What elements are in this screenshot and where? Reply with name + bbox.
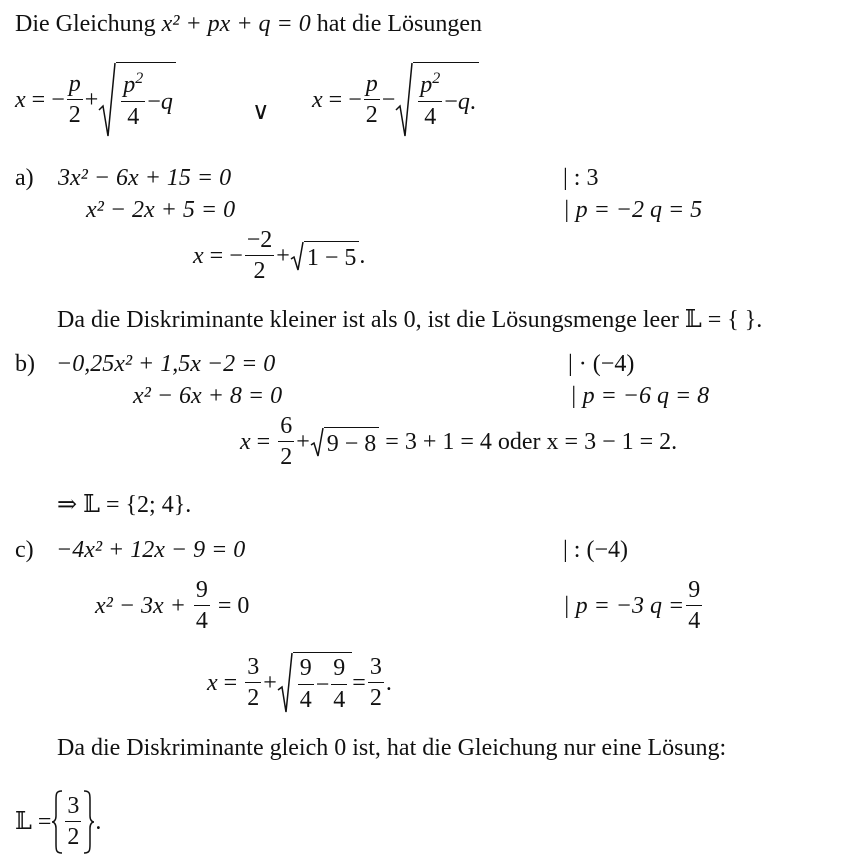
part-a-op1: | : 3	[563, 165, 599, 191]
part-b-label: b)	[15, 351, 35, 377]
part-c-sol-den: 2	[247, 685, 260, 711]
part-a-sol-den: 2	[253, 258, 266, 285]
part-b-solution-tail: = 3 + 1 = 4 oder x = 3 − 1 = 2.	[385, 429, 678, 456]
part-c-line2-prefix: x² − 3x +	[95, 593, 186, 620]
part-a-line2: x² − 2x + 5 = 0	[86, 197, 236, 223]
part-c-line2-suffix: = 0	[217, 593, 250, 620]
final-set-label: 𝕃 =	[15, 809, 52, 835]
part-a-solution: x = − $\frac{-2}{2}$ + 1 − 5 .	[193, 227, 366, 285]
part-b-line1: −0,25x² + 1,5x −2 = 0	[56, 351, 276, 377]
part-c-op1: | : (−4)	[563, 537, 628, 563]
part-c-op2-prefix: | p = −3 q =	[563, 593, 685, 620]
part-a-line1: 3x² − 6x + 15 = 0	[58, 165, 232, 191]
part-a-radicand: 1 − 5	[304, 241, 360, 271]
part-c-sol-num: 3	[245, 655, 261, 683]
intro-suffix: hat die Lösungen	[316, 11, 483, 37]
part-b-conclusion: ⇒ 𝕃 = {2; 4}.	[57, 492, 192, 518]
part-b-op2: | p = −6 q = 8	[570, 383, 710, 409]
intro-equation: x² + px + q = 0	[161, 11, 311, 37]
part-c-line2	[95, 578, 249, 634]
part-b-sol-den: 2	[280, 444, 293, 471]
part-b-line2: x² − 6x + 8 = 0	[133, 383, 283, 409]
intro-prefix: Die Gleichung	[15, 11, 156, 37]
pq-formula-second: x = − $\frac{p}{2}$ − $\frac{p^2}{4}$ − q .	[312, 62, 479, 138]
part-b-radicand: 9 − 8	[324, 427, 380, 457]
part-b-op1: | · (−4)	[568, 351, 635, 377]
part-c-op2: | p = −3 q = $\frac{9}{4}$	[563, 577, 701, 635]
part-b-solution: x = $\frac{6}{2}$ + 9 − 8 = 3 + 1 = 4 oder x = 3 − 1 = 2.	[240, 413, 678, 471]
part-c-frac-den: 4	[195, 608, 208, 635]
part-c-line1: −4x² + 12x − 9 = 0	[56, 537, 246, 563]
final-solution-set: 𝕃 = $\frac{3}{2}$ .	[15, 790, 101, 854]
pq-formula: x = − $\frac{p}{2}$ + $\frac{p^2}{4}$ − q	[15, 62, 176, 138]
part-a-label: a)	[15, 165, 34, 191]
part-a-op2: | p = −2 q = 5	[563, 197, 703, 223]
part-c-label: c)	[15, 537, 34, 563]
part-c-solution: x = $\frac{3}{2}$ + $\frac{9}{4}$ − $\frac{9}{4}$ = $\frac{3}{2}$ .	[207, 653, 392, 713]
part-a-sol-num: −2	[245, 228, 275, 256]
part-c-conclusion: Da die Diskriminante gleich 0 ist, hat die Gleichung nur eine Lösung:	[57, 735, 727, 761]
part-b-sol-num: 6	[278, 414, 294, 442]
part-c-frac-num: 9	[194, 578, 210, 606]
or-symbol: ∨	[252, 99, 270, 125]
intro-line	[15, 12, 482, 36]
part-a-conclusion: Da die Diskriminante kleiner ist als 0, ist die Lösungsmenge leer 𝕃 = { }.	[57, 307, 763, 333]
